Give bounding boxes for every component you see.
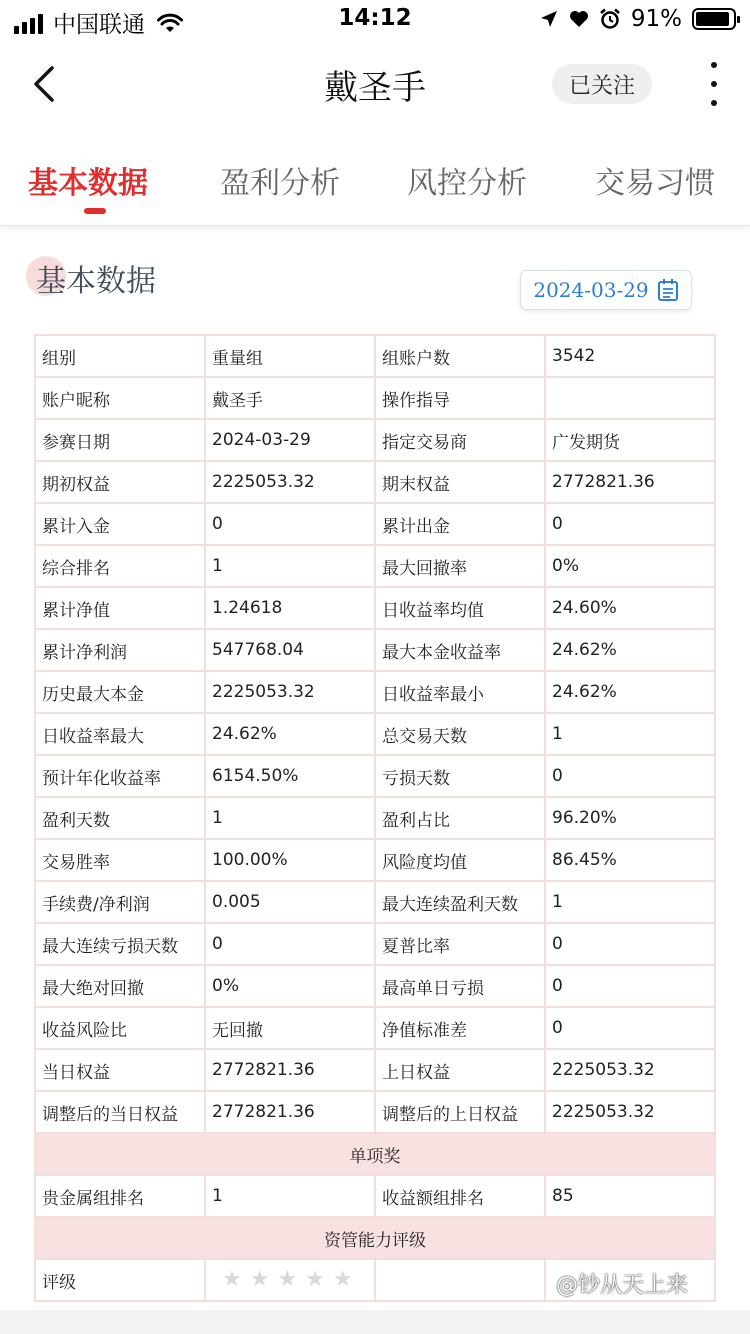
data-table <box>34 334 716 1302</box>
field-label: 日收益率均值 <box>376 588 544 628</box>
field-value <box>546 378 714 418</box>
field-label: 组账户数 <box>376 336 544 376</box>
table-row <box>36 462 714 502</box>
award-section-header: 单项奖 <box>36 1134 714 1174</box>
field-label: 总交易天数 <box>376 714 544 754</box>
field-value: 2772821.36 <box>206 1050 374 1090</box>
field-label: 最大连续亏损天数 <box>36 924 204 964</box>
follow-button[interactable]: 已关注 <box>552 64 652 104</box>
field-label: 日收益率最大 <box>36 714 204 754</box>
more-icon[interactable] <box>700 58 728 110</box>
field-value: 1 <box>546 714 714 754</box>
tab-bar <box>0 140 750 226</box>
field-label: 风险度均值 <box>376 840 544 880</box>
field-label: 净值标准差 <box>376 1008 544 1048</box>
field-value: 24.60% <box>546 588 714 628</box>
heart-icon <box>569 9 589 29</box>
tab-risk-analysis[interactable]: 风控分析 <box>407 166 527 201</box>
field-label: 盈利占比 <box>376 798 544 838</box>
table-row <box>36 420 714 460</box>
data-table-body <box>36 336 714 1300</box>
active-tab-indicator <box>84 208 106 214</box>
nav-bar <box>0 44 750 124</box>
table-row <box>36 756 714 796</box>
field-value: 24.62% <box>206 714 374 754</box>
field-value: 0 <box>546 1008 714 1048</box>
rating-section-header: 资管能力评级 <box>36 1218 714 1258</box>
table-row <box>36 1092 714 1132</box>
field-label: 当日权益 <box>36 1050 204 1090</box>
field-label: 收益额组排名 <box>376 1176 544 1216</box>
field-value: 2225053.32 <box>206 672 374 712</box>
tab-profit-analysis[interactable]: 盈利分析 <box>220 166 340 201</box>
field-label: 组别 <box>36 336 204 376</box>
table-row <box>36 336 714 376</box>
field-value: 1 <box>546 882 714 922</box>
table-row <box>36 882 714 922</box>
date-picker-button[interactable] <box>520 270 692 310</box>
field-value: 0 <box>546 966 714 1006</box>
field-label: 账户昵称 <box>36 378 204 418</box>
star-icon: ★ <box>332 1267 353 1292</box>
alarm-icon <box>599 8 621 30</box>
status-time: 14:12 <box>338 5 412 31</box>
field-label: 日收益率最小 <box>376 672 544 712</box>
date-value: 2024-03-29 <box>533 278 649 302</box>
field-label: 期初权益 <box>36 462 204 502</box>
rating-label: 评级 <box>36 1260 204 1300</box>
field-value: 2024-03-29 <box>206 420 374 460</box>
field-label: 上日权益 <box>376 1050 544 1090</box>
battery-icon <box>692 8 736 30</box>
field-value: 2225053.32 <box>206 462 374 502</box>
carrier-label: 中国联通 <box>53 12 145 38</box>
field-label: 最大回撤率 <box>376 546 544 586</box>
empty-cell <box>376 1260 544 1300</box>
status-right <box>539 6 736 32</box>
page-title: 戴圣手 <box>324 68 426 108</box>
field-value: 0% <box>206 966 374 1006</box>
table-row <box>36 630 714 670</box>
field-value: 6154.50% <box>206 756 374 796</box>
table-row <box>36 714 714 754</box>
bottom-bar <box>0 1310 750 1334</box>
field-value: 0.005 <box>206 882 374 922</box>
field-label: 亏损天数 <box>376 756 544 796</box>
field-label: 操作指导 <box>376 378 544 418</box>
section-header <box>24 250 324 310</box>
field-value: 重量组 <box>206 336 374 376</box>
tab-basic-data[interactable]: 基本数据 <box>28 166 148 201</box>
table-row <box>36 378 714 418</box>
table-row <box>36 1134 714 1174</box>
field-value: 85 <box>546 1176 714 1216</box>
field-value: 0% <box>546 546 714 586</box>
field-value: 547768.04 <box>206 630 374 670</box>
field-value: 0 <box>546 756 714 796</box>
field-label: 累计入金 <box>36 504 204 544</box>
table-row <box>36 504 714 544</box>
star-icon: ★ <box>277 1267 298 1292</box>
table-row <box>36 672 714 712</box>
watermark: @钞从天上来 <box>556 1273 689 1298</box>
field-value: 96.20% <box>546 798 714 838</box>
field-label: 参赛日期 <box>36 420 204 460</box>
battery-fill <box>696 12 729 26</box>
field-label: 指定交易商 <box>376 420 544 460</box>
field-label: 综合排名 <box>36 546 204 586</box>
star-icon: ★ <box>222 1267 242 1292</box>
table-row <box>36 798 714 838</box>
field-label: 调整后的上日权益 <box>376 1092 544 1132</box>
field-value: 86.45% <box>546 840 714 880</box>
field-value: 24.62% <box>546 672 714 712</box>
stars-row <box>212 1269 368 1291</box>
field-value: 1.24618 <box>206 588 374 628</box>
field-value: 2772821.36 <box>546 462 714 502</box>
location-icon <box>539 9 559 29</box>
field-value: 1 <box>206 546 374 586</box>
table-row <box>36 1176 714 1216</box>
field-value: 1 <box>206 798 374 838</box>
field-value: 2772821.36 <box>206 1092 374 1132</box>
field-value: 无回撤 <box>206 1008 374 1048</box>
field-value: 广发期货 <box>546 420 714 460</box>
battery-percent: 91% <box>630 6 682 32</box>
table-row <box>36 966 714 1006</box>
field-value: 2225053.32 <box>546 1050 714 1090</box>
field-label: 期末权益 <box>376 462 544 502</box>
field-label: 最高单日亏损 <box>376 966 544 1006</box>
field-label: 调整后的当日权益 <box>36 1092 204 1132</box>
field-label: 累计出金 <box>376 504 544 544</box>
field-value: 2225053.32 <box>546 1092 714 1132</box>
table-row <box>36 1218 714 1258</box>
rating-stars <box>206 1260 374 1300</box>
section-title: 基本数据 <box>36 264 156 299</box>
field-value: 0 <box>206 504 374 544</box>
field-label: 收益风险比 <box>36 1008 204 1048</box>
field-label: 最大绝对回撤 <box>36 966 204 1006</box>
star-icon: ★ <box>249 1267 270 1292</box>
field-label: 历史最大本金 <box>36 672 204 712</box>
field-value: 0 <box>206 924 374 964</box>
calendar-icon <box>657 278 679 302</box>
table-row <box>36 1050 714 1090</box>
field-value: 1 <box>206 1176 374 1216</box>
table-row <box>36 588 714 628</box>
field-value: 0 <box>546 504 714 544</box>
field-value: 戴圣手 <box>206 378 374 418</box>
field-label: 累计净利润 <box>36 630 204 670</box>
field-value: 24.62% <box>546 630 714 670</box>
field-value: 100.00% <box>206 840 374 880</box>
field-label: 最大连续盈利天数 <box>376 882 544 922</box>
field-label: 累计净值 <box>36 588 204 628</box>
field-label: 交易胜率 <box>36 840 204 880</box>
table-row <box>36 1008 714 1048</box>
tab-trading-habits[interactable]: 交易习惯 <box>595 166 715 201</box>
field-label: 贵金属组排名 <box>36 1176 204 1216</box>
field-value: 0 <box>546 924 714 964</box>
table-row <box>36 924 714 964</box>
field-label: 预计年化收益率 <box>36 756 204 796</box>
star-icon: ★ <box>305 1267 325 1292</box>
table-row <box>36 840 714 880</box>
table-row <box>36 546 714 586</box>
field-label: 手续费/净利润 <box>36 882 204 922</box>
field-label: 最大本金收益率 <box>376 630 544 670</box>
status-bar <box>0 0 750 40</box>
field-label: 夏普比率 <box>376 924 544 964</box>
field-label: 盈利天数 <box>36 798 204 838</box>
field-value: 3542 <box>546 336 714 376</box>
